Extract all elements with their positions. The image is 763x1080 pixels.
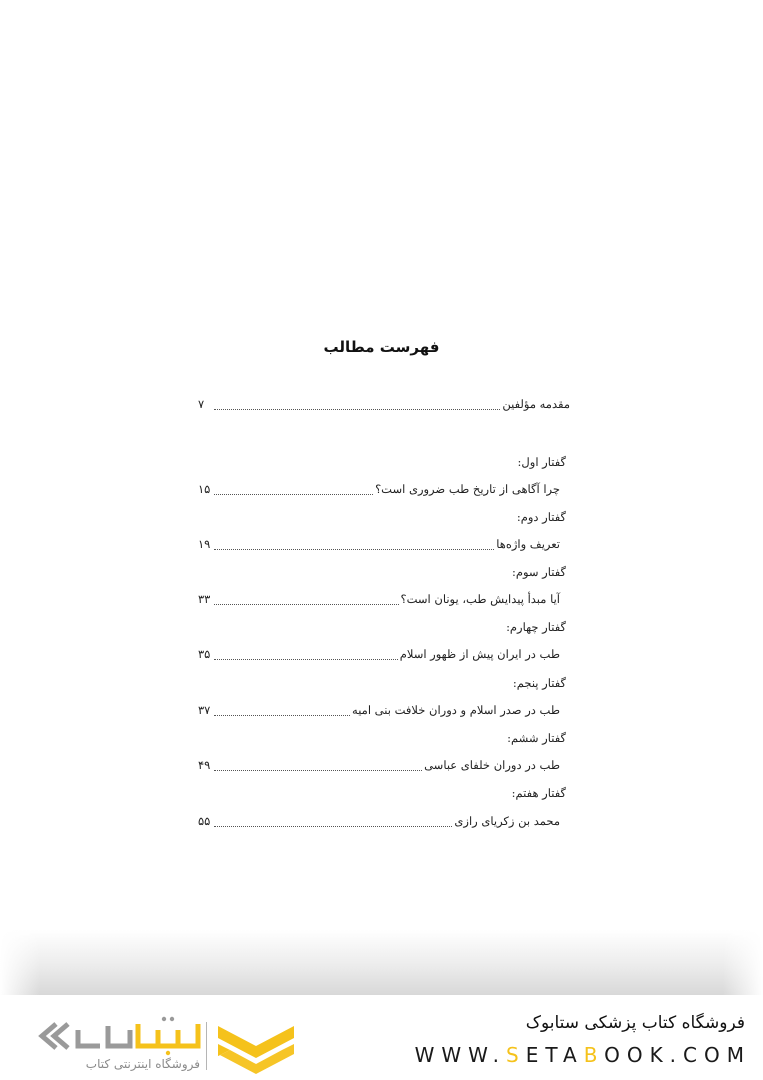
toc-entry[interactable] <box>198 537 570 557</box>
toc-entry[interactable] <box>198 592 570 612</box>
toc-page-number: ۵۵ <box>198 814 211 828</box>
logo-subtitle: فروشگاه اینترنتی کتاب <box>85 1057 200 1071</box>
toc-page-number: ۳۳ <box>198 592 211 606</box>
toc-entry[interactable] <box>198 703 570 723</box>
toc-chapter-heading: گفتار چهارم: <box>506 620 566 634</box>
toc-page-number: ۳۷ <box>198 703 211 717</box>
toc-entry-label: چرا آگاهی از تاریخ طب ضروری است؟ <box>375 482 560 496</box>
url-part: OOK.COM <box>604 1043 751 1067</box>
toc-page-number: ۷ <box>198 397 205 411</box>
dot-leader <box>214 493 373 495</box>
dot-leader <box>214 603 399 605</box>
toc-chapter-heading: گفتار ششم: <box>507 731 566 745</box>
toc-entry[interactable] <box>198 647 570 667</box>
toc-entry[interactable] <box>198 758 570 778</box>
store-url[interactable] <box>415 1043 751 1067</box>
toc-chapter-heading: گفتار سوم: <box>511 565 566 579</box>
toc-entry-label: تعریف واژه‌ها <box>496 537 560 551</box>
dot-leader <box>214 769 422 771</box>
store-title: فروشگاه کتاب پزشکی ستابوک <box>525 1013 745 1033</box>
toc-page-number: ۴۹ <box>198 758 211 772</box>
setabook-chevron-logo-icon <box>218 1020 294 1074</box>
page-bottom-shadow <box>0 930 763 995</box>
url-part-highlight: S <box>506 1043 526 1067</box>
toc-entry-intro[interactable] <box>198 397 570 417</box>
dot-leader <box>214 825 452 827</box>
toc-page-number: ۳۵ <box>198 647 211 661</box>
toc-entry-label: طب در دوران خلفای عباسی <box>424 758 560 772</box>
toc-entry-label: مقدمه مؤلفین <box>502 397 570 411</box>
page-title: فهرست مطالب <box>323 338 440 356</box>
toc-page-number: ۱۹ <box>198 537 211 551</box>
toc-chapter-heading: گفتار اول: <box>517 455 566 469</box>
dot-leader <box>214 658 398 660</box>
setabook-wordmark-icon <box>38 1016 203 1056</box>
toc-entry-label: آیا مبدأ پیدایش طب، یونان است؟ <box>400 592 560 606</box>
toc-entry[interactable] <box>198 814 570 834</box>
dot-leader <box>214 548 494 550</box>
toc-entry-label: طب در ایران پیش از ظهور اسلام <box>399 647 560 661</box>
url-part: ETA <box>525 1043 584 1067</box>
toc-entry[interactable] <box>198 482 570 502</box>
toc-chapter-heading: گفتار پنجم: <box>512 676 566 690</box>
toc-chapter-heading: گفتار هفتم: <box>511 786 566 800</box>
logo-divider <box>206 1022 207 1070</box>
toc-page-number: ۱۵ <box>198 482 211 496</box>
toc-chapter-heading: گفتار دوم: <box>516 510 566 524</box>
toc-entry-label: طب در صدر اسلام و دوران خلافت بنی امیه <box>352 703 560 717</box>
toc-entry-label: محمد بن زکریای رازی <box>454 814 560 828</box>
dot-leader <box>214 408 500 410</box>
url-part: WWW. <box>414 1043 507 1067</box>
dot-leader <box>214 714 350 716</box>
url-part-highlight: B <box>583 1043 605 1067</box>
